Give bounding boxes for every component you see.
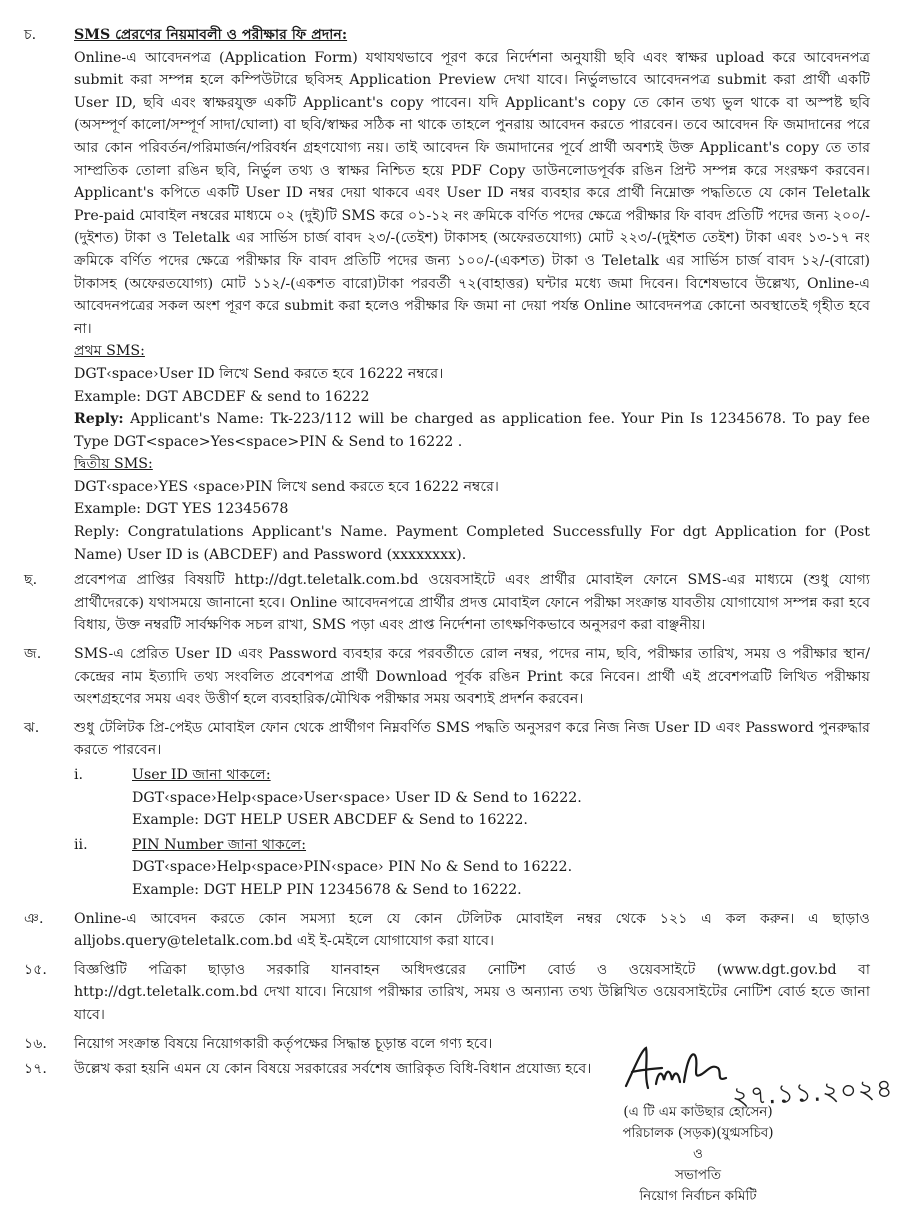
sub-number: i.: [74, 767, 84, 783]
section-text: শুধু টেলিটক প্রি-পেইড মোবাইল ফোন থেকে প্রার্থীগণ নিম্নবর্ণিত SMS পদ্ধতি অনুসরণ করে নিজ নিজ User ID এবং Password পুনরুদ্ধার করতে পারবেন।: [74, 719, 870, 759]
sub-heading: PIN Number জানা থাকলে:: [132, 836, 307, 853]
section-cha: [0, 24, 900, 566]
signatory-designation: পরিচালক (সড়ক)(যুগ্মসচিব): [622, 1125, 774, 1141]
section-text: প্রবেশপত্র প্রাপ্তির বিষয়টি http://dgt.teletalk.com.bd ওয়েবসাইটে এবং প্রার্থীর মোবাইল ফোনে SMS-এর মাধ্যমে (শুধু যোগ্য প্রার্থীদেরকে) যথাসময়ে জানানো হবে। Online আবেদনপত্রে প্রার্থীর প্রদত্ত মোবাইল ফোনে পরীক্ষা সংক্রান্ত যাবতীয় যোগাযোগ সম্পন্ন করা হবে বিধায়, উক্ত নম্বরটি সার্বক্ষণিক সচল রাখা, SMS পড়া এবং প্রাপ্ত নির্দেশনা তাৎক্ষণিকভাবে অনুসরণ করা বাঞ্ছনীয়।: [74, 572, 870, 634]
sub-item-pin: [74, 834, 870, 902]
sub-number: ii.: [74, 836, 88, 853]
signatory-details: [588, 1102, 808, 1207]
section-number: ১৫.: [24, 961, 47, 978]
section-nya: [0, 908, 900, 953]
signatory-committee: নিয়োগ নির্বাচন কমিটি: [639, 1188, 757, 1204]
sub-example: Example: DGT HELP USER ABCDEF & Send to 16222.: [132, 812, 528, 829]
signatory-role: সভাপতি: [674, 1167, 722, 1183]
signatory-name: (এ টি এম কাউছার হোসেন): [623, 1104, 773, 1120]
first-reply: [74, 408, 870, 453]
reply-label: Reply:: [74, 411, 124, 428]
signatory-conjunction: ও: [693, 1146, 703, 1162]
signature-block: [540, 1044, 900, 1204]
section-text: নিয়োগ সংক্রান্ত বিষয়ে নিয়োগকারী কর্তৃপক্ষের সিদ্ধান্ত চূড়ান্ত বলে গণ্য হবে।: [74, 1035, 493, 1052]
second-sms-example: Example: DGT YES 12345678: [74, 501, 289, 518]
section-text: Online-এ আবেদন করতে কোন সমস্যা হলে যে কোন টেলিটক মোবাইল নম্বর থেকে ১২১ এ কল করুন। এ ছাড়াও alljobs.query@teletalk.com.bd এই ই-মেইলে যোগাযোগ করা যাবে।: [74, 910, 870, 950]
section-number: ঞ.: [24, 910, 44, 927]
handwritten-signature: [622, 1044, 732, 1094]
section-number: ছ.: [24, 572, 38, 589]
sub-line: DGT‹space›Help‹space›User‹space› User ID & Send to 16222.: [132, 789, 582, 806]
second-sms-heading: দ্বিতীয় SMS:: [74, 456, 153, 473]
section-chha: [0, 569, 900, 637]
section-ja: [0, 643, 900, 711]
second-reply: Reply: Congratulations Applicant's Name. Payment Completed Successfully For dgt Application for (Post Name) User ID is (ABCDEF) and Password (xxxxxxxx).: [74, 524, 870, 563]
section-title: SMS প্রেরণের নিয়মাবলী ও পরীক্ষার ফি প্রদান:: [74, 27, 348, 43]
first-sms-example: Example: DGT ABCDEF & send to 16222: [74, 388, 370, 405]
section-text: বিজ্ঞপ্তিটি পত্রিকা ছাড়াও সরকারি যানবাহন অধিদপ্তরের নোটিশ বোর্ড ও ওয়েবসাইটে (www.dgt.gov.bd বা http://dgt.teletalk.com.bd দেখা যাবে। নিয়োগ পরীক্ষার তারিখ, সময় ও অন্যান্য তথ্য উল্লিখিত ওয়েবসাইটের নোটিশ বোর্ড হতে জানা যাবে।: [74, 961, 870, 1023]
signature-date: ২৭.১১.২০২৪: [731, 1073, 895, 1113]
section-jha: [0, 717, 900, 902]
section-number: ১৬.: [24, 1035, 47, 1052]
section-number: চ.: [24, 27, 37, 43]
sub-heading: User ID জানা থাকলে:: [132, 767, 271, 783]
sub-item-user-id: [74, 764, 870, 832]
first-sms-heading: প্রথম SMS:: [74, 343, 145, 360]
section-15: [0, 959, 900, 1027]
notice-page: [0, 24, 900, 1081]
sub-line: DGT‹space›Help‹space›PIN‹space› PIN No & Send to 16222.: [132, 859, 573, 876]
second-sms-line: DGT‹space›YES ‹space›PIN লিখে send করতে হবে 16222 নম্বরে।: [74, 478, 499, 495]
section-body: Online-এ আবেদনপত্র (Application Form) যথাযথভাবে পূরণ করে নির্দেশনা অনুযায়ী ছবি এবং স্বাক্ষর upload করে আবেদনপত্র submit করা সম্পন্ন হলে কম্পিউটারে ছবিসহ Application Preview দেখা যাবে। নির্ভুলভাবে আবেদনপত্র submit করা প্রার্থী একটি User ID, ছবি এবং স্বাক্ষরযুক্ত একটি Applicant's copy পাবেন। যদি Applicant's copy তে কোন তথ্য ভুল থাকে বা অস্পষ্ট ছবি (অসম্পূর্ণ কালো/সম্পূর্ণ সাদা/ঘোলা) বা ছবি/স্বাক্ষর সঠিক না থাকে তাহলে পুনরায় আবেদন করতে পারবেন। তবে আবেদন ফি জমাদানের পরে আর কোন পরিবর্তন/পরিমার্জন/পরিবর্ধন গ্রহণযোগ্য নয়। তাই আবেদন ফি জমাদানের পূর্বে প্রার্থী অবশ্যই উক্ত Applicant's copy তে তার সাম্প্রতিক তোলা রঙিন ছবি, নির্ভুল তথ্য ও স্বাক্ষর নিশ্চিত হয়ে PDF Copy ডাউনলোডপূর্বক রঙিন প্রিন্ট সম্পন্ন করে সংরক্ষণ করবেন। Applicant's কপিতে একটি User ID নম্বর দেয়া থাকবে এবং User ID নম্বর ব্যবহার করে প্রার্থী নিম্নোক্ত পদ্ধতিতে যে কোন Teletalk Pre-paid মোবাইল নম্বরের মাধ্যমে ০২ (দুই)টি SMS করে ০১-১২ নং ক্রমিকে বর্ণিত পদের ক্ষেত্রে পরীক্ষার ফি বাবদ প্রতিটি পদের জন্য ২০০/-(দুইশত) টাকা ও Teletalk এর সার্ভিস চার্জ বাবদ ২৩/-(তেইশ) টাকাসহ (অফেরতযোগ্য) মোট ২২৩/-(দুইশত তেইশ) টাকা এবং ১৩-১৭ নং ক্রমিকে বর্ণিত পদের ক্ষেত্রে পরীক্ষার ফি বাবদ প্রতিটি পদের জন্য ১০০/-(একশত) টাকা ও Teletalk এর সার্ভিস চার্জ বাবদ ১২/-(বারো) টাকাসহ (অফেরতযোগ্য) মোট ১১২/-(একশত বারো)টাকা পরবর্তী ৭২(বাহাত্তর) ঘন্টার মধ্যে জমা দিবেন। বিশেষভাবে উল্লেখ্য, Online-এ আবেদনপত্রের সকল অংশ পূরণ করে submit করা হলেও পরীক্ষার ফি জমা না দেয়া পর্যন্ত Online আবেদনপত্র কোনো অবস্থাতেই গৃহীত হবে না।: [74, 49, 870, 337]
section-text: SMS-এ প্রেরিত User ID এবং Password ব্যবহার করে পরবর্তীতে রোল নম্বর, পদের নাম, ছবি, পরীক্ষার তারিখ, সময় ও পরীক্ষার স্থান/কেন্দ্রের নাম ইত্যাদি তথ্য সংবলিত প্রবেশপত্র প্রার্থী Download পূর্বক রঙিন Print করে নিবেন। প্রার্থী এই প্রবেশপত্রটি লিখিত পরীক্ষায় অংশগ্রহণের সময় এবং উত্তীর্ণ হলে ব্যবহারিক/মৌখিক পরীক্ষার সময় অবশ্যই প্রদর্শন করবেন।: [74, 646, 870, 708]
sub-example: Example: DGT HELP PIN 12345678 & Send to 16222.: [132, 881, 522, 898]
section-number: ১৭.: [24, 1061, 47, 1078]
reply-text: Applicant's Name: Tk-223/112 will be charged as application fee. Your Pin Is 12345678. To pay fee Type DGT<space>Yes<space>PIN & Send to 16222 .: [74, 411, 871, 450]
section-number: ঝ.: [24, 719, 40, 736]
first-sms-line: DGT‹space›User ID লিখে Send করতে হবে 16222 নম্বরে।: [74, 365, 444, 382]
section-text: উল্লেখ করা হয়নি এমন যে কোন বিষয়ে সরকারের সর্বশেষ জারিকৃত বিধি-বিধান প্রযোজ্য হবে।: [74, 1061, 592, 1078]
section-number: জ.: [24, 646, 42, 663]
